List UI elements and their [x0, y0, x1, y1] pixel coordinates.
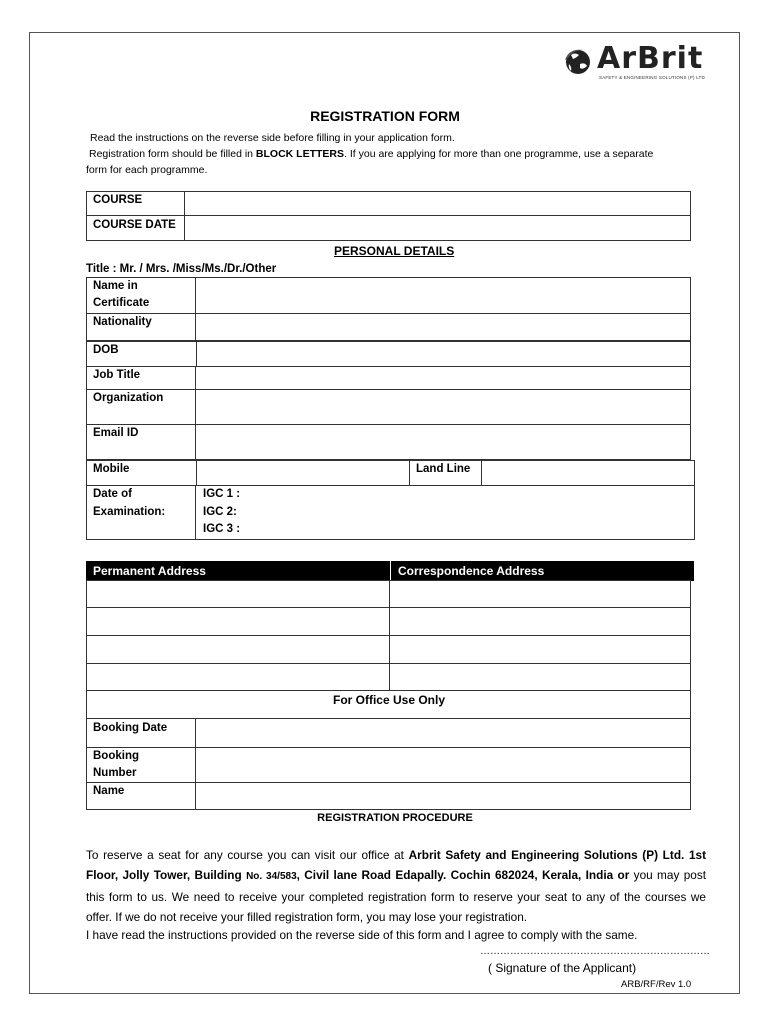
- name-input[interactable]: [195, 277, 691, 314]
- nationality-label: Nationality: [93, 316, 152, 328]
- instruction-text: Registration form should be filled in: [89, 148, 256, 160]
- instruction-line-2: [89, 146, 709, 162]
- correspondence-address-line-3[interactable]: [389, 635, 691, 664]
- course-date-input[interactable]: [184, 215, 691, 241]
- permanent-address-header: Permanent Address: [86, 561, 390, 581]
- exam-label-line2: Examination:: [93, 506, 166, 518]
- exam-label-line1: Date of: [93, 488, 132, 500]
- title-options: Title : Mr. / Mrs. /Miss/Ms./Dr./Other: [86, 263, 277, 275]
- office-address-bold: , Civil lane Road Edapally. Cochin 682024, Kerala, India or: [296, 868, 630, 882]
- permanent-address-line-2[interactable]: [86, 607, 390, 636]
- signature-line[interactable]: ……………………………………………………………: [480, 946, 710, 957]
- correspondence-address-line-1[interactable]: [389, 580, 691, 608]
- dob-input[interactable]: [196, 341, 691, 367]
- office-address-bold: Arbrit Safety and Engineering Solutions (P) Ltd. 1st Floor, Jolly Tower, Building: [86, 848, 707, 882]
- permanent-address-line-3[interactable]: [86, 635, 390, 664]
- nationality-input[interactable]: [195, 313, 691, 341]
- logo-wordmark: ArBrit: [597, 41, 704, 76]
- permanent-address-line-4[interactable]: [86, 663, 390, 691]
- booking-number-label-line2: Number: [93, 767, 137, 779]
- booking-date-label: Booking Date: [93, 722, 168, 734]
- course-label: COURSE: [93, 194, 143, 206]
- email-label: Email ID: [93, 427, 139, 439]
- company-logo: [563, 41, 705, 86]
- correspondence-address-header: Correspondence Address: [391, 561, 694, 581]
- igc3-label: IGC 3 :: [203, 523, 241, 535]
- procedure-text: To reserve a seat for any course you can visit our office at: [86, 848, 409, 862]
- procedure-text: you may post this form to us. We need to receive your completed registration form to reserve your seat to any of the courses we offer. If we do not receive your filled registration form, you may lose your registration.: [86, 868, 706, 924]
- mobile-input[interactable]: [196, 460, 410, 486]
- organization-input[interactable]: [195, 389, 691, 425]
- correspondence-address-line-4[interactable]: [389, 663, 691, 691]
- igc1-label: IGC 1 :: [203, 488, 241, 500]
- igc2-label: IGC 2:: [203, 506, 237, 518]
- name-label-line1: Name in: [93, 280, 138, 292]
- form-title: REGISTRATION FORM: [310, 108, 460, 124]
- land-line-input[interactable]: [481, 460, 695, 486]
- dob-label: DOB: [93, 344, 119, 356]
- procedure-paragraph: [86, 845, 706, 927]
- revision-code: ARB/RF/Rev 1.0: [621, 979, 692, 990]
- course-input[interactable]: [184, 191, 691, 216]
- signature-label: ( Signature of the Applicant): [488, 961, 637, 975]
- logo-tagline: SAFETY & ENGINEERING SOLUTIONS (P) LTD: [599, 75, 705, 80]
- building-number: No. 34/583: [246, 871, 297, 882]
- land-line-label: Land Line: [416, 463, 471, 475]
- personal-details-heading: PERSONAL DETAILS: [334, 244, 455, 258]
- globe-logo-icon: [563, 46, 593, 78]
- booking-number-label-line1: Booking: [93, 750, 139, 762]
- course-date-label: COURSE DATE: [93, 219, 176, 231]
- name-label-line2: Certificate: [93, 297, 150, 309]
- instruction-line-3: form for each programme.: [86, 164, 208, 176]
- exam-dates-cell[interactable]: [195, 485, 695, 540]
- permanent-address-line-1[interactable]: [86, 580, 390, 608]
- mobile-label: Mobile: [93, 463, 130, 475]
- office-name-label: Name: [93, 785, 125, 797]
- agreement-text: I have read the instructions provided on the reverse side of this form and I agree to comply with the same.: [86, 928, 638, 942]
- organization-label: Organization: [93, 392, 164, 404]
- booking-number-input[interactable]: [195, 747, 691, 783]
- instruction-text: . If you are applying for more than one programme, use a separate: [344, 148, 654, 160]
- correspondence-address-line-2[interactable]: [389, 607, 691, 636]
- office-use-heading: For Office Use Only: [332, 693, 446, 707]
- booking-date-input[interactable]: [195, 718, 691, 748]
- instruction-line-1: Read the instructions on the reverse side before filling in your application form.: [90, 132, 455, 144]
- office-name-input[interactable]: [195, 782, 691, 810]
- job-title-label: Job Title: [93, 369, 141, 381]
- email-input[interactable]: [195, 424, 691, 460]
- procedure-heading: REGISTRATION PROCEDURE: [317, 812, 473, 824]
- job-title-input[interactable]: [195, 366, 691, 390]
- instruction-bold-text: BLOCK LETTERS: [255, 148, 345, 160]
